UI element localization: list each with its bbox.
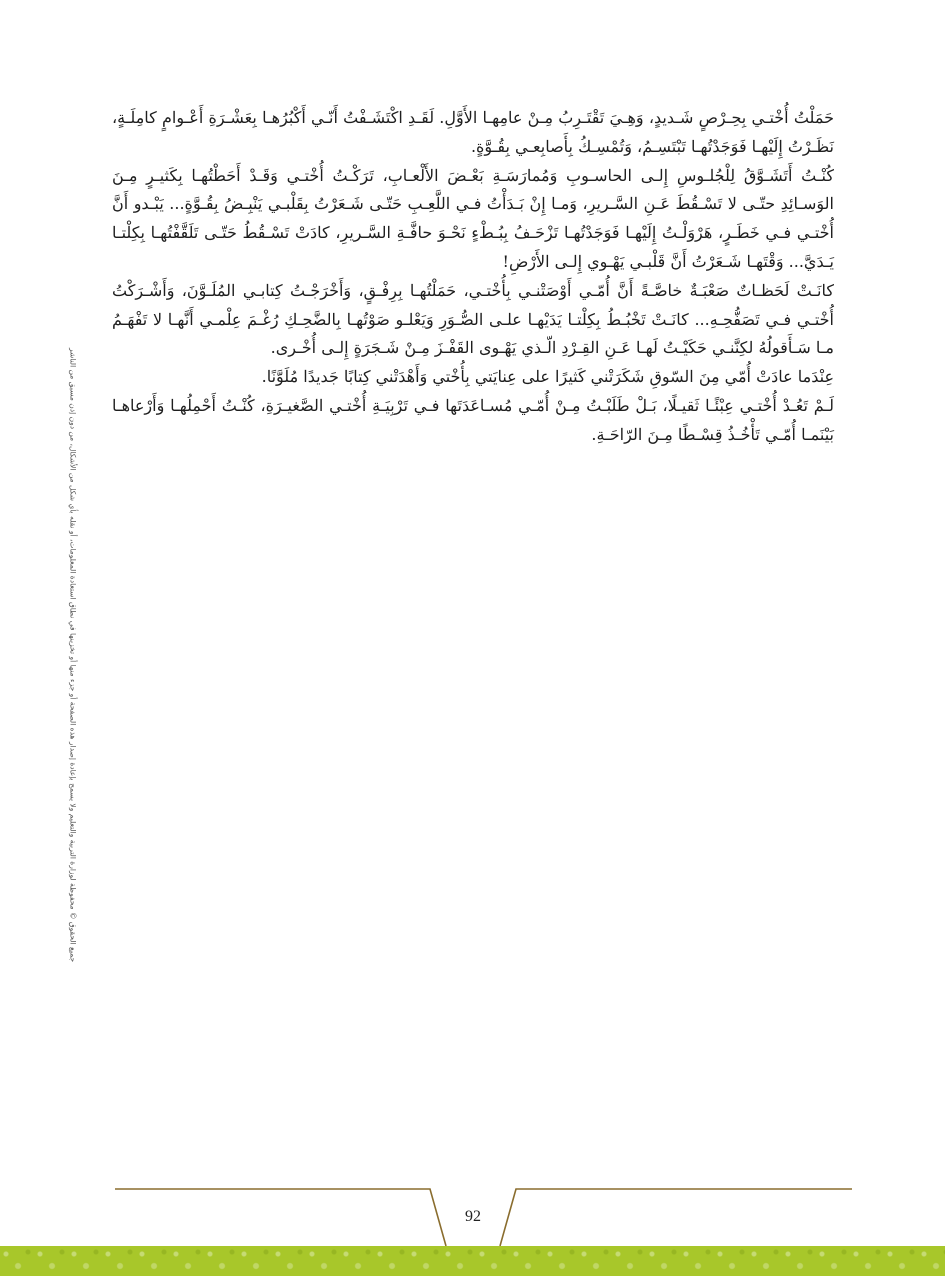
paragraph-2: كُنْـتُ أَتَشَـوَّقُ لِلْجُلـوسِ إِلـى الحاسـوبِ وَمُمارَسَـةِ بَعْـضَ الأَلْعـابِ، تَرَكْـتُ أُخْتـي وَقَـدْ أَحَطْتُهـا بِكَثيـرٍ مِـنَ الوَسـائِدِ حتّـى لا تَسْـقُطَ عَـنِ السَّـريرِ، وَمـا إِنْ بَـدَأْتُ فـي اللَّعِـبِ حَتّـى شَـعَرْتُ بِقَلْبـي يَنْبِـضُ بِقُـوَّةٍ... يَبْـدو أَنَّ أُخْتـي فـي خَطَـرٍ، هَرْوَلْـتُ إِلَيْهـا فَوَجَدْتُهـا تَزْحَـفُ بِبُـطْءٍ نَحْـوَ حافَّـةِ السَّـريرِ، كادَتْ تَسْـقُطُ حَتّـى تَلَقَّفْتُهـا بِكِلْتـا يَـدَيَّ... وَقْتَهـا شَـعَرْتُ أَنَّ قَلْبـي يَهْـوي إِلـى الأَرْضِ! bbox=[112, 165, 835, 271]
footer-line-left bbox=[115, 1189, 446, 1246]
story-text bbox=[112, 104, 834, 450]
paragraph-4: عِنْدَما عادَتْ أُمّي مِنَ السّوقِ شَكَرَتْني كَثيرًا على عِنايَتي بِأُخْتي وَأَهْدَتْني كِتابًا جَديدًا مُلَوَّنًا. bbox=[261, 367, 834, 387]
paragraph-3: كانَـتْ لَحَظـاتٌ صَعْبَـةٌ خاصَّـةً أَنَّ أُمّـي أَوْصَتْنـي بِأُخْتـي، حَمَلْتُهـا بِرِفْـقٍ، وَأَخْرَجْـتُ كِتابـي المُلَـوَّنَ، وَأَشْـرَكْتُ أُخْتـي فـي تَصَفُّحِـهِ... كانَـتْ تَخْبُـطُ بِكِلْتـا يَدَيْهـا علـى الصُّـوَرِ وَيَعْلـو صَوْتُهـا بِالضَّحِـكِ رُغْـمَ عِلْمـي أَنَّهـا لا تَفْهَـمُ مـا سَـأَقولُهُ لكِنَّنـي حَكَيْـتُ لَهـا عَـنِ القِـرْدِ الّـذي يَهْـوى القَفْـزَ مِـنْ شَـجَرَةٍ إِلـى أُخْـرى. bbox=[112, 280, 835, 358]
band-pattern bbox=[0, 1246, 945, 1276]
decorative-band bbox=[0, 1246, 945, 1276]
paragraph-1: حَمَلْتُ أُخْتـي بِحِـرْصٍ شَـديدٍ، وَهِـيَ تَقْتَـرِبُ مِـنْ عامِهـا الأَوَّلِ. لَقَـدِ اكْتَشَـفْتُ أَنّـي أَكْبُرُهـا بِعَشْـرَةِ أَعْـوامٍ كامِلَـةٍ، نَظَـرْتُ إِلَيْهـا فَوَجَدْتُهـا تَبْتَسِـمُ، وَتُمْسِـكُ بِأَصابِعـي بِقُـوَّةٍ. bbox=[112, 108, 834, 156]
paragraph-5: لَـمْ تَعُـدْ أُخْتـي عِبْئًـا ثَقيـلًا، بَـلْ طَلَبْـتُ مِـنْ أُمّـي مُسـاعَدَتَها فـي تَرْبِيَـةِ أُخْتـي الصَّغيـرَةِ، كُنْـتُ أَحْمِلُهـا وَأَرْعاهـا بَيْنَمـا أُمّـي تَأْخُـذُ قِسْـطًا مِـنَ الرّاحَـةِ. bbox=[112, 395, 834, 444]
copyright-note bbox=[65, 290, 81, 1020]
page-number: 92 bbox=[465, 1208, 481, 1225]
copyright-text: جميع الحقوق © محفوظة لوزارة التربية والتعليم ولا يسمح بإعادة إصدار هذه الصفحة أو جزء منها أو تخزينها في نطاق استعادة المعلومات، أو نقله بأي شكل من الأشكال، من دون إذن مسبق من الناشر bbox=[68, 347, 78, 963]
footer-line-right bbox=[500, 1189, 852, 1246]
